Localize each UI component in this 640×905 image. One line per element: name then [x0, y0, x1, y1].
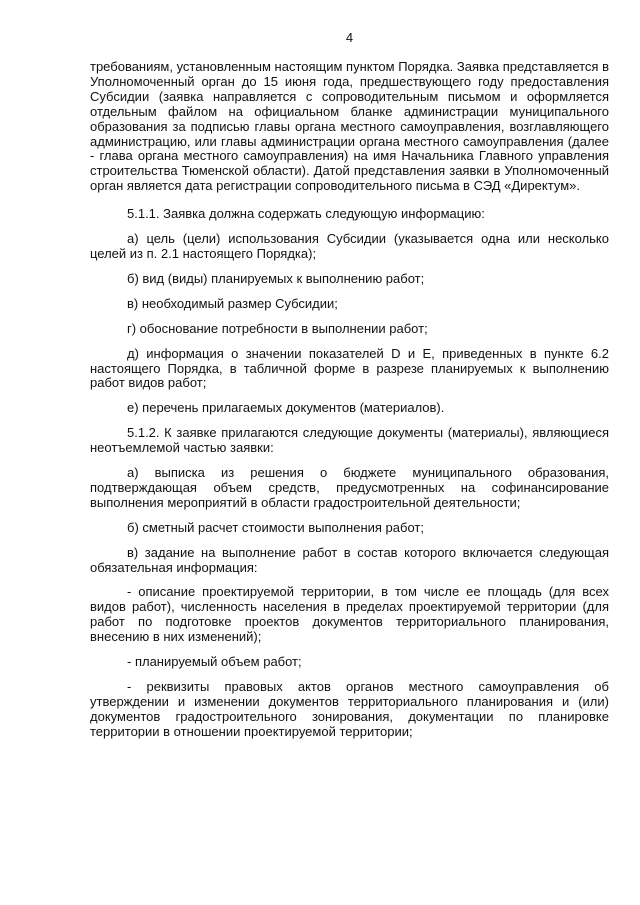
paragraph-5-1-2-heading: 5.1.2. К заявке прилагаются следующие документы (материалы), являющиеся неотъемлемой частью заявки: [90, 425, 609, 456]
paragraph-item-b-cost-estimate: б) сметный расчет стоимости выполнения работ; [127, 519, 424, 535]
paragraph-item-f-document-list: е) перечень прилагаемых документов (материалов). [127, 400, 445, 416]
paragraph-item-a-budget-extract: а) выписка из решения о бюджете муниципального образования, подтверждающая объем средств, предусмотренных на софинансирование выполнения мероприятий в области градостроительной деятельности; [90, 465, 609, 510]
document-page [90, 30, 609, 750]
paragraph-dash-territory-description: - описание проектируемой территории, в том числе ее площадь (для всех видов работ), численность населения в пределах проектируемой территории (для работ по подготовке проектов документов территориального планирования, внесению в них изменений); [90, 584, 609, 645]
paragraph-item-c-work-assignment: в) задание на выполнение работ в состав которого включается следующая обязательная информация: [90, 544, 609, 575]
paragraph-item-a-purpose: а) цель (цели) использования Субсидии (указывается одна или несколько целей из п. 2.1 настоящего Порядка); [90, 231, 609, 261]
paragraph-item-e-indicators: д) информация о значении показателей D и E, приведенных в пункте 6.2 настоящего Порядка, в табличной форме в разрезе планируемых к выполнению работ видов работ; [90, 345, 609, 391]
paragraph-item-b-work-types: б) вид (виды) планируемых к выполнению работ; [127, 270, 425, 286]
paragraph-item-c-subsidy-amount: в) необходимый размер Субсидии; [127, 295, 338, 311]
paragraph-application-deadline: требованиям, установленным настоящим пунктом Порядка. Заявка представляется в Уполномоченный орган до 15 июня года, предшествующего году предоставления Субсидии (заявка направляется с сопроводительным письмом и оформляется отдельным файлом на официальном бланке администрации муниципального образования за подписью главы органа местного самоуправления, возглавляющего администрацию, или главы администрации органа местного самоуправления (далее - глава органа местного самоуправления) на имя Начальника Главного управления строительства Тюменской области). Датой представления заявки в Уполномоченный орган является дата регистрации сопроводительного письма в СЭД «Директум». [90, 59, 609, 194]
page-number: 4 [345, 30, 354, 45]
paragraph-5-1-1-heading: 5.1.1. Заявка должна содержать следующую информацию: [127, 206, 485, 222]
paragraph-item-d-justification: г) обоснование потребности в выполнении работ; [127, 320, 428, 336]
paragraph-dash-legal-acts: - реквизиты правовых актов органов местного самоуправления об утверждении и изменении документов территориального планирования и (или) документов градостроительного зонирования, документации по планировке территории в отношении проектируемой территории; [90, 679, 609, 739]
paragraph-dash-work-volume: - планируемый объем работ; [127, 654, 302, 670]
